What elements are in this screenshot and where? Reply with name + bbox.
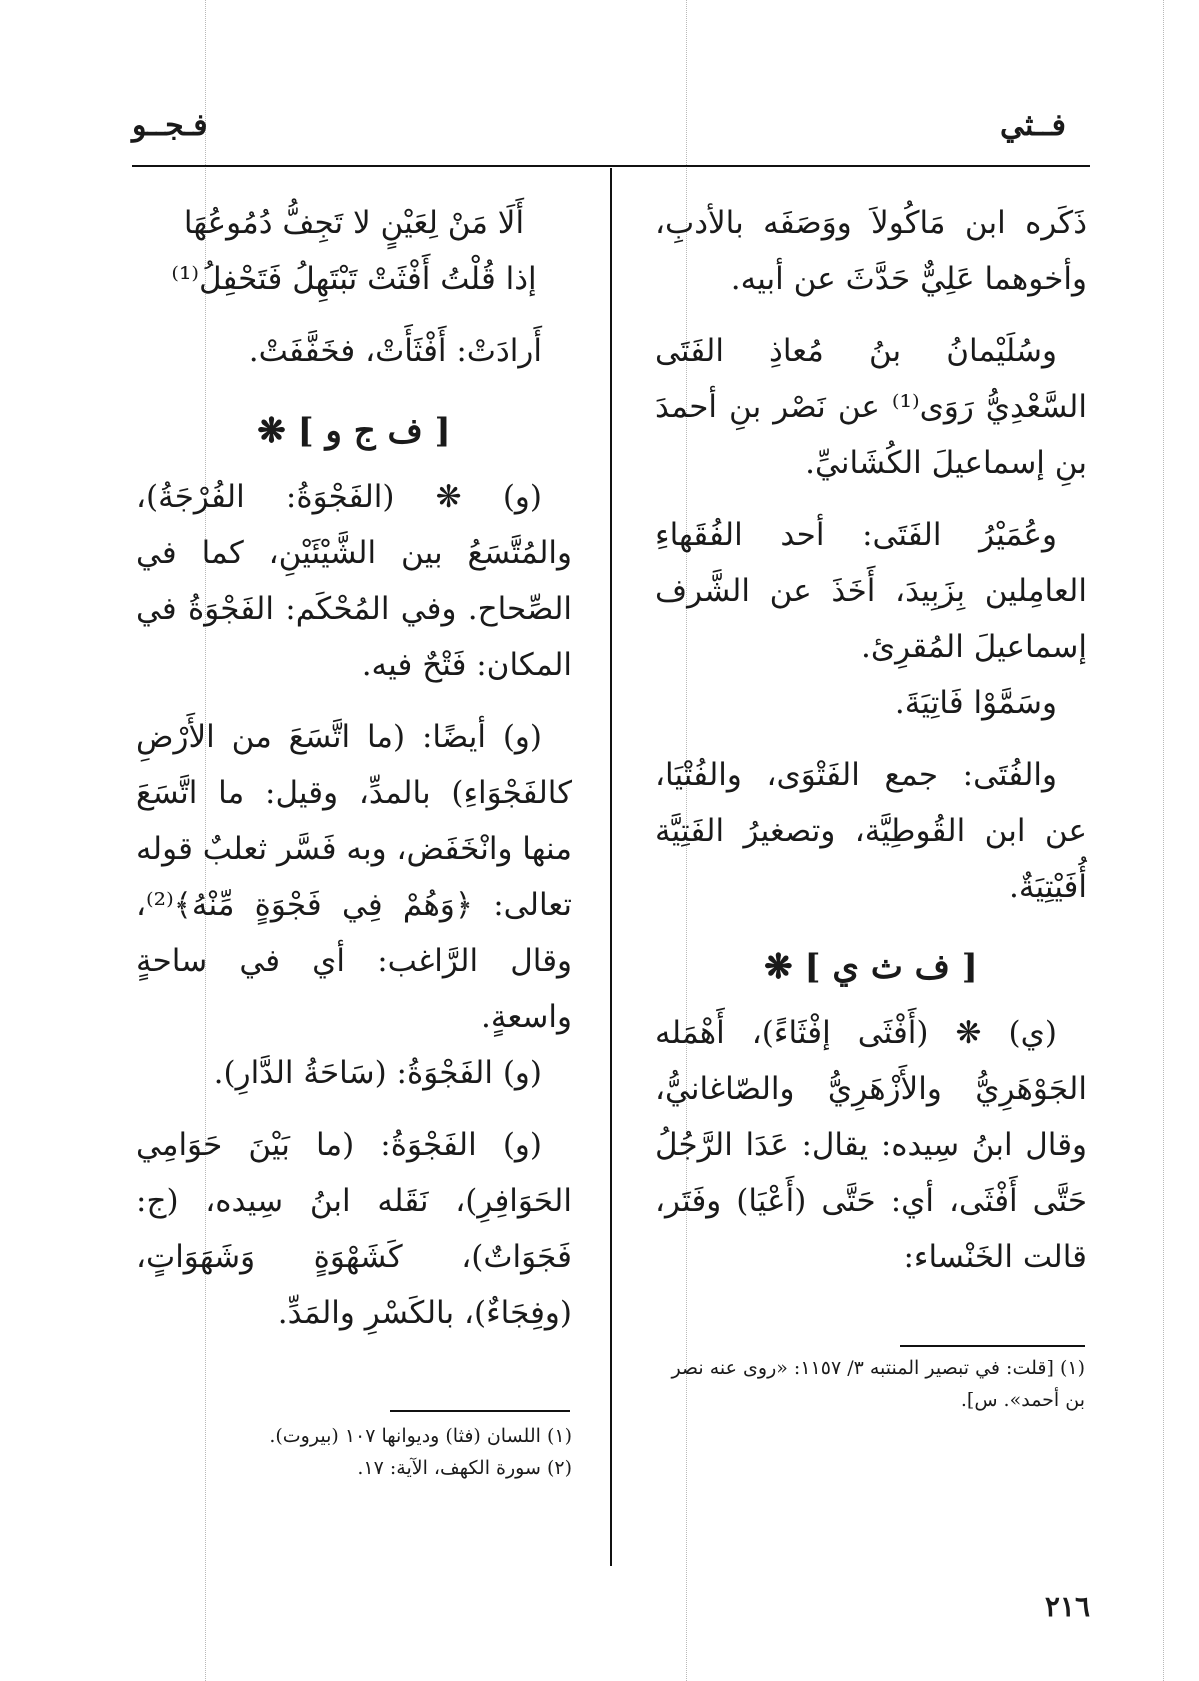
paragraph: (و) أيضًا: (ما اتَّسَعَ من الأَرْضِ كالفَجْوَاءِ) بالمدِّ، وقيل: ما اتَّسَعَ منها وانْخَفَض، وبه فَسَّر ثعلبٌ قوله تعالى: ﴿وَهُمْ فِي فَجْوَةٍ مِّنْهُ﴾⁽²⁾، وقال الرَّاغب: أي في ساحةٍ واسعةٍ.: [136, 719, 572, 1035]
paragraph: وسُلَيْمانُ بنُ مُعاذِ الفَتَى السَّعْدِيُّ رَوَى⁽¹⁾ عن نَصْر بنِ أحمدَ بنِ إسماعيلَ الكُشَانيِّ.: [655, 333, 1087, 481]
left-footnotes: [136, 1420, 572, 1484]
paragraph: أَرادَتْ: أَفْثَأَتْ، فخَفَّفَتْ.: [248, 333, 542, 369]
column-divider: [610, 168, 612, 1566]
paragraph: وعُمَيْرُ الفَتَى: أحد الفُقَهاءِ العامِلين بِزَبِيدَ، أَخَذَ عن الشَّرف إسماعيلَ المُقرِئ.: [655, 517, 1087, 665]
running-header-left: فـجــو: [132, 108, 208, 143]
scan-guide-line: [1163, 0, 1164, 1681]
paragraph: وسَمَّوْا فَاتِيَةَ.: [894, 685, 1057, 721]
footnote: (١) [قلت: في تبصير المنتبه ٣/ ١١٥٧: «روى عنه نصر بن أحمد». س].: [671, 1357, 1085, 1411]
page-number: ٢١٦: [1044, 1590, 1090, 1623]
right-footnotes: [650, 1352, 1085, 1416]
running-header-right: فــثي: [1000, 108, 1066, 143]
footnote-rule: [390, 1410, 570, 1412]
entry-heading: [ ف ج و ] ❋: [257, 411, 451, 451]
paragraph: (و) الفَجْوَةُ: (سَاحَةُ الدَّارِ).: [213, 1055, 542, 1091]
paragraph: (و) ❋ (الفَجْوَةُ: الفُرْجَةُ)، والمُتَّسَعُ بين الشَّيْئَيْنِ، كما في الصِّحاح. وفي المُحْكَم: الفَجْوَةُ في المكان: فَتْحٌ فيه.: [136, 479, 572, 683]
entry-heading: [ ف ث ي ] ❋: [764, 947, 978, 987]
header-rule: [132, 165, 1090, 167]
footnote: (١) اللسان (فثا) وديوانها ١٠٧ (بيروت).: [269, 1425, 572, 1447]
paragraph: (و) الفَجْوَةُ: (ما بَيْنَ حَوَامِي الحَوَافِرِ)، نَقَله ابنُ سِيده، (ج: فَجَوَاتٌ)، كَشَهْوَةٍ وَشَهَوَاتٍ، (وفِجَاءٌ)، بالكَسْرِ والمَدِّ.: [136, 1127, 572, 1331]
poem-line: أَلَا مَنْ لِعَيْنٍ لا تَجِفُّ دُمُوعُهَا: [183, 205, 525, 241]
poem-line: إذا قُلْتُ أَفْثَتْ تَبْتَهِلُ فَتَحْفِلُ⁽¹⁾: [171, 261, 537, 297]
paragraph: (ي) ❋ (أَفْثَى إفْثَاءً)، أَهْمَله الجَوْهَرِيُّ والأَزْهَرِيُّ والصّاغانيُّ، وقال ابنُ سِيده: يقال: عَدَا الرَّجُلُ حَتَّى أَفْثَى، أي: حَتَّى (أَعْيَا) وفَتَر، قالت الخَنْساء:: [655, 1015, 1087, 1275]
paragraph: والفُتَى: جمع الفَتْوَى، والفُتْيَا، عن ابن القُوطِيَّة، وتصغيرُ الفَتِيَّة أُفَيْتِيَةٌ.: [655, 757, 1087, 905]
footnote: (٢) سورة الكهف، الآية: ١٧.: [357, 1457, 572, 1479]
footnote-rule: [900, 1345, 1085, 1347]
left-column: [136, 195, 572, 1341]
paragraph: ذَكَره ابن مَاكُولاَ ووَصَفَه بالأدبِ، وأخوهما عَلِيٌّ حَدَّثَ عن أبيه.: [655, 205, 1087, 297]
right-column: [655, 195, 1087, 1285]
